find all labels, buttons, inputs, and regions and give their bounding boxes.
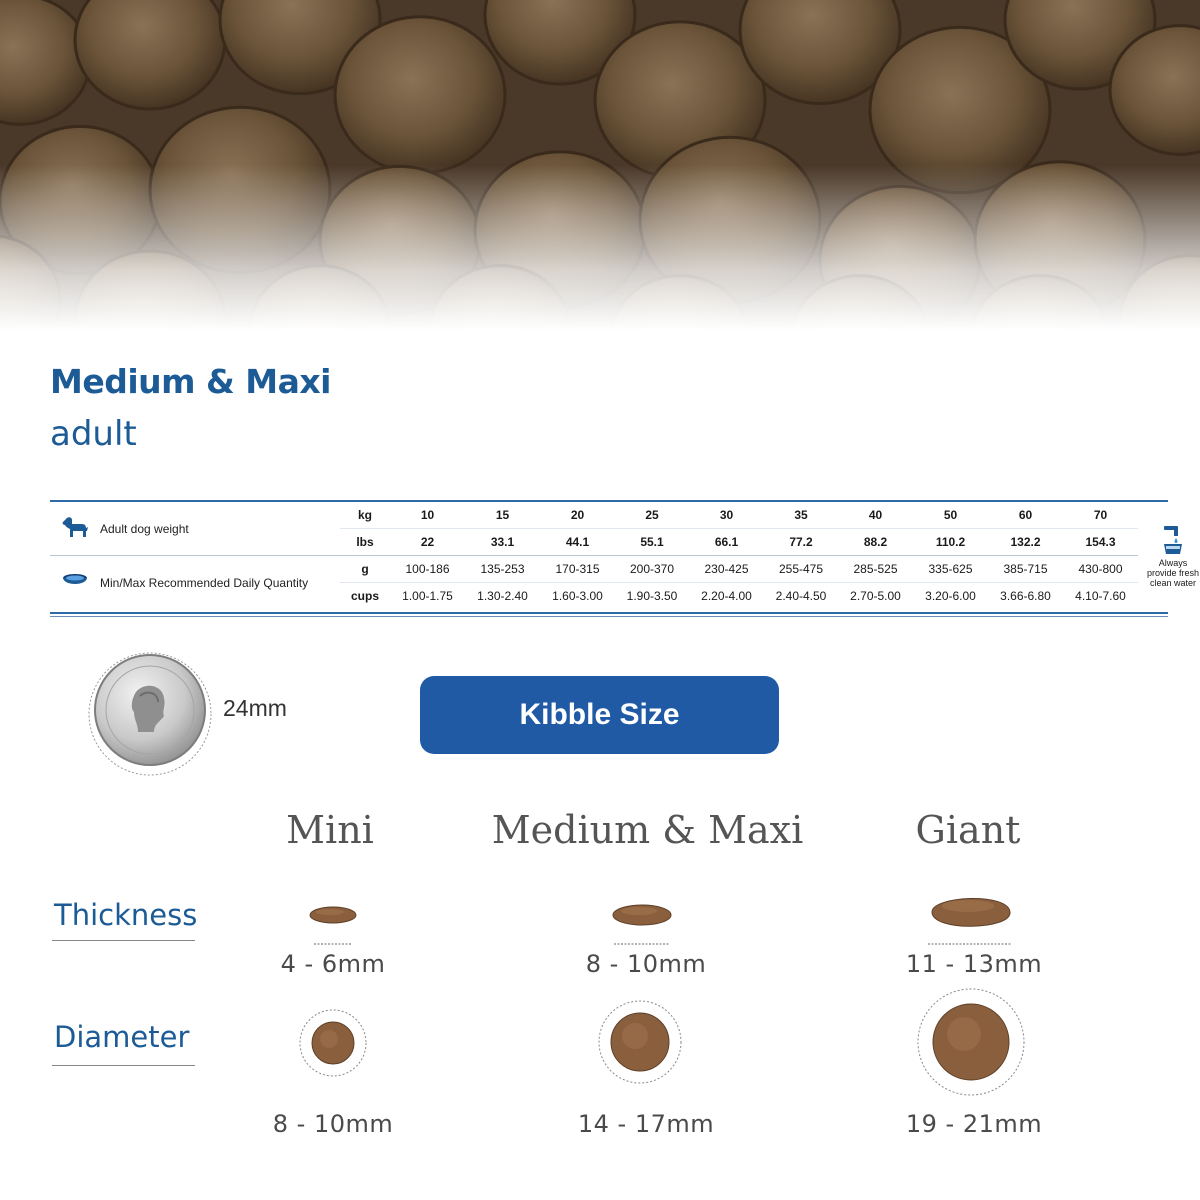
diameter-medium: 14 - 17mm [577,1110,715,1138]
table-cell: 44.1 [540,529,615,556]
table-cell: 22 [390,529,465,556]
column-mini: Mini [286,808,374,852]
water-note-cell [1138,502,1200,609]
thickness-underline [52,940,195,941]
unit-label: g [340,556,390,583]
table-cell: 385-715 [988,556,1063,583]
table-cell: 335-625 [913,556,988,583]
table-cell: 70 [1093,508,1108,522]
table-cell: 30 [719,508,734,522]
table-cell: 1.00-1.75 [390,583,465,610]
thickness-giant: 11 - 13mm [905,950,1043,978]
table-cell: 10 [420,508,435,522]
water-tap-icon [1160,524,1186,556]
kibble-thickness-medium [602,898,682,948]
table-cell: 135-253 [465,556,540,583]
feeding-table [50,500,1200,617]
kibble-thickness-giant [920,886,1020,948]
table-cell: 3.66-6.80 [988,583,1063,610]
table-cell: 1.60-3.00 [540,583,615,610]
table-cell: 430-800 [1063,556,1138,583]
feeding-guide-table [50,502,1200,609]
table-cell: 200-370 [615,556,689,583]
diameter-giant: 19 - 21mm [905,1110,1043,1138]
table-cell: 170-315 [540,556,615,583]
table-cell: 154.3 [1063,529,1138,556]
column-giant: Giant [915,808,1021,852]
table-cell: 77.2 [764,529,838,556]
table-cell: 285-525 [838,556,913,583]
water-note: Always provide fresh clean water [1146,557,1200,588]
table-row [50,502,1200,529]
table-cell: 60 [1018,508,1033,522]
table-cell: 230-425 [689,556,764,583]
diameter-underline [52,1065,195,1066]
column-medium-maxi: Medium & Maxi [491,808,804,852]
dog-icon [50,502,100,556]
table-row [50,556,1200,583]
table-cell: 15 [495,508,510,522]
thickness-medium: 8 - 10mm [585,950,707,978]
product-title: Medium & Maxi [50,362,331,401]
table-cell: 100-186 [390,556,465,583]
product-subtitle: adult [50,414,137,454]
thickness-mini: 4 - 6mm [280,950,386,978]
table-cell: 255-475 [764,556,838,583]
quantity-label: Min/Max Recommended Daily Quantity [100,556,340,610]
table-cell: 25 [645,508,659,522]
table-cell: 110.2 [913,529,988,556]
table-cell: 132.2 [988,529,1063,556]
kibble-size-button[interactable]: Kibble Size [420,676,779,754]
unit-label: lbs [340,529,390,556]
coin-size-label: 24mm [223,695,287,721]
table-cell: 35 [794,508,808,522]
food-bowl-icon [50,556,100,610]
table-cell: 4.10-7.60 [1063,583,1138,610]
table-cell: 3.20-6.00 [913,583,988,610]
unit-label: kg [357,508,372,522]
table-cell: 1.90-3.50 [615,583,689,610]
weight-label: Adult dog weight [100,521,189,536]
table-cell: 2.40-4.50 [764,583,838,610]
table-bottom-rule-thin [50,616,1168,617]
kibble-diameter-medium [597,999,683,1085]
diameter-label: Diameter [54,1020,190,1054]
kibble-diameter-mini [298,1008,368,1078]
thickness-label: Thickness [54,898,198,932]
table-cell: 40 [868,508,883,522]
kibble-thickness-mini [300,898,366,948]
table-cell: 2.20-4.00 [689,583,764,610]
table-cell: 88.2 [838,529,913,556]
table-cell: 55.1 [615,529,689,556]
kibble-hero-image [0,0,1200,330]
table-cell: 20 [570,508,585,522]
diameter-mini: 8 - 10mm [272,1110,394,1138]
table-cell: 66.1 [689,529,764,556]
table-cell: 1.30-2.40 [465,583,540,610]
table-cell: 2.70-5.00 [838,583,913,610]
kibble-diameter-giant [912,988,1030,1096]
unit-label: cups [340,583,390,610]
table-cell: 50 [943,508,958,522]
quarter-coin-icon [88,652,212,781]
table-cell: 33.1 [465,529,540,556]
table-bottom-rule [50,612,1168,614]
